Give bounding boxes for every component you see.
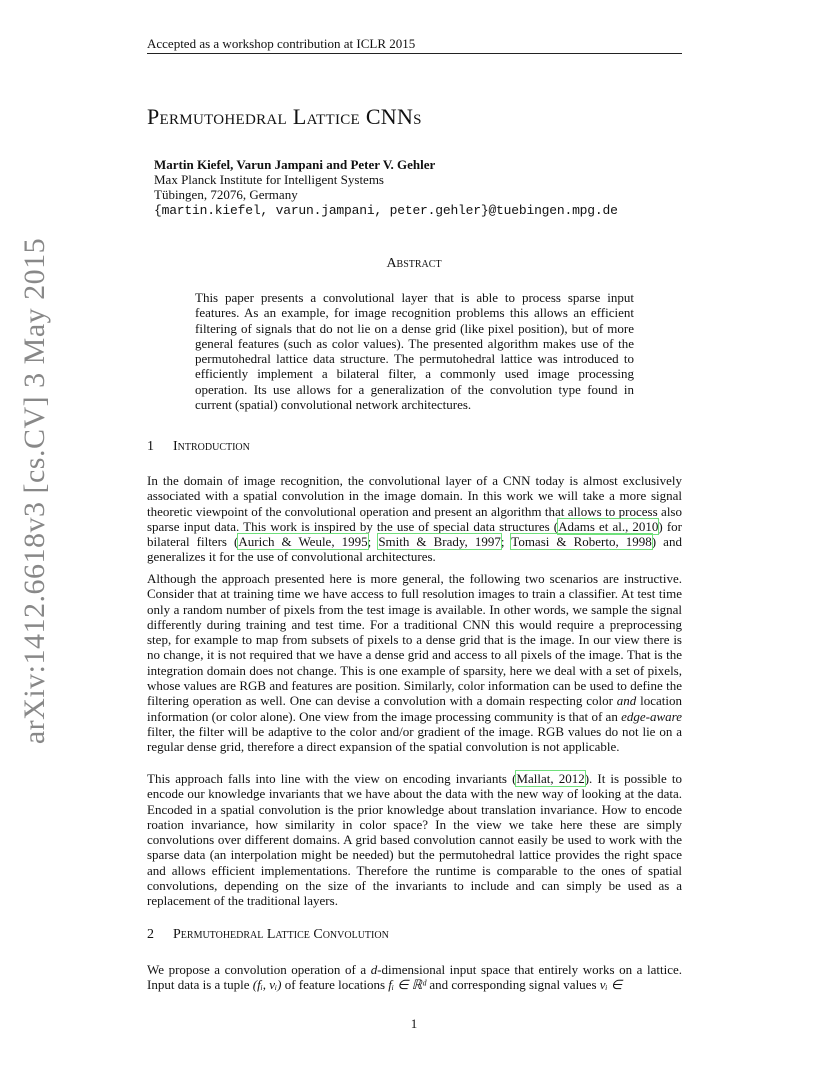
citation-mallat[interactable]: Mallat, 2012 [516, 771, 585, 786]
author-list: Martin Kiefel, Varun Jampani and Peter V. Gehler [154, 157, 436, 172]
affiliation-address: Tübingen, 72076, Germany [154, 187, 298, 202]
author-emails: {martin.kiefel, varun.jampani, peter.gehler}@tuebingen.mpg.de [154, 203, 618, 218]
paper-title: Permutohedral Lattice CNNs [147, 104, 422, 129]
intro-paragraph-1: In the domain of image recognition, the convolutional layer of a CNN today is almost exclusively associated with a spatial convolution in the image domain. In this work we will take a more signal theoretic viewpoint of the convolutional operation and present an algorithm that allows to process also sparse input data. This work is inspired by the use of special data structures (Adams et al., 2010) for bilateral filters (Aurich & Weule, 1995; Smith & Brady, 1997; Tomasi & Roberto, 1998) and generalizes it for the use of convolutional architectures. [147, 473, 682, 565]
citation-adams[interactable]: Adams et al., 2010 [558, 518, 659, 534]
arxiv-identifier: arXiv:1412.6618v3 [cs.CV] 3 May 2015 [18, 237, 51, 745]
header-rule [147, 53, 682, 54]
intro-paragraph-2: Although the approach presented here is more general, the following two scenarios are instructive. Consider that at training time we have access to full resolution images to train a classifier. At test time only a random number of pixels from the test image is available. In other words, we sample the signal differently during training and test time. For a traditional CNN this would require a preprocessing step, for example to map from subsets of pixels to a dense grid that is the image. In our view there is no change, it is not required that we have a dense grid and access to all pixels of the image. That is the integration domain does not change. This is one example of sparsity, here we deal with a set of pixels, whose values are RGB and features are position. Similarly, color information can be used to define the filtering operation as well. One can devise a convolution with a domain respecting color and location information (or color alone). One view from the image processing community is that of an edge-aware filter, the filter will be adaptive to the color and/or gradient of the image. RGB values do not lie on a regular dense grid, therefore a direct expansion of the spatial convolution is not applicable. [147, 571, 682, 755]
section-title: Permutohedral Lattice Convolution [173, 927, 389, 942]
abstract-text: This paper presents a convolutional layer that is able to process sparse input features. As an example, for image recognition problems this allows an efficient filtering of signals that do not lie on a dense grid (like pixel position), but of more general features (such as color values). The presented algorithm makes use of the permutohedral lattice data structure. The permutohedral lattice was introduced to efficiently implement a bilateral filter, a commonly used image processing operation. Its use allows for a generalization of the convolution type found in current (spatial) convolutional network architectures. [195, 290, 634, 413]
arxiv-sidebar [18, 237, 52, 745]
citation-aurich[interactable]: Aurich & Weule, 1995 [238, 534, 368, 550]
citation-tomasi[interactable]: Tomasi & Roberto, 1998 [511, 534, 652, 550]
section2-paragraph-1: We propose a convolution operation of a d-dimensional input space that entirely works on a lattice. Input data is a tuple (fᵢ, vᵢ) of feature locations fᵢ ∈ ℝᵈ and corresponding signal values vᵢ ∈ [147, 962, 682, 993]
section-heading-1 [147, 439, 250, 455]
page-number: 1 [410, 1016, 418, 1031]
citation-smith[interactable]: Smith & Brady, 1997 [378, 534, 501, 550]
running-header: Accepted as a workshop contribution at ICLR 2015 [147, 36, 416, 51]
affiliation-institute: Max Planck Institute for Intelligent Systems [154, 172, 384, 187]
abstract-heading: Abstract [386, 256, 442, 271]
section-title: Introduction [173, 439, 250, 454]
section-number: 2 [147, 927, 154, 942]
section-number: 1 [147, 439, 154, 454]
intro-paragraph-3: This approach falls into line with the view on encoding invariants (Mallat, 2012). It is possible to encode our knowledge invariants that we have about the data with the new way of looking at the data. Encoded in a spatial convolution is the prior knowledge about translation invariance. How to encode roation invariance, how similarity in color space? In the view we take here these are simply convolutions over different domains. A grid based convolution cannot easily be used to work with the sparse data (an interpolation might be needed) but the permutohedral lattice provides the right space and allows efficient implementations. Therefore the runtime is comparable to the ones of spatial convolutions, depending on the size of the invariants to include and can simply be used as a replacement of the traditional layers. [147, 771, 683, 909]
section-heading-2 [147, 927, 389, 943]
